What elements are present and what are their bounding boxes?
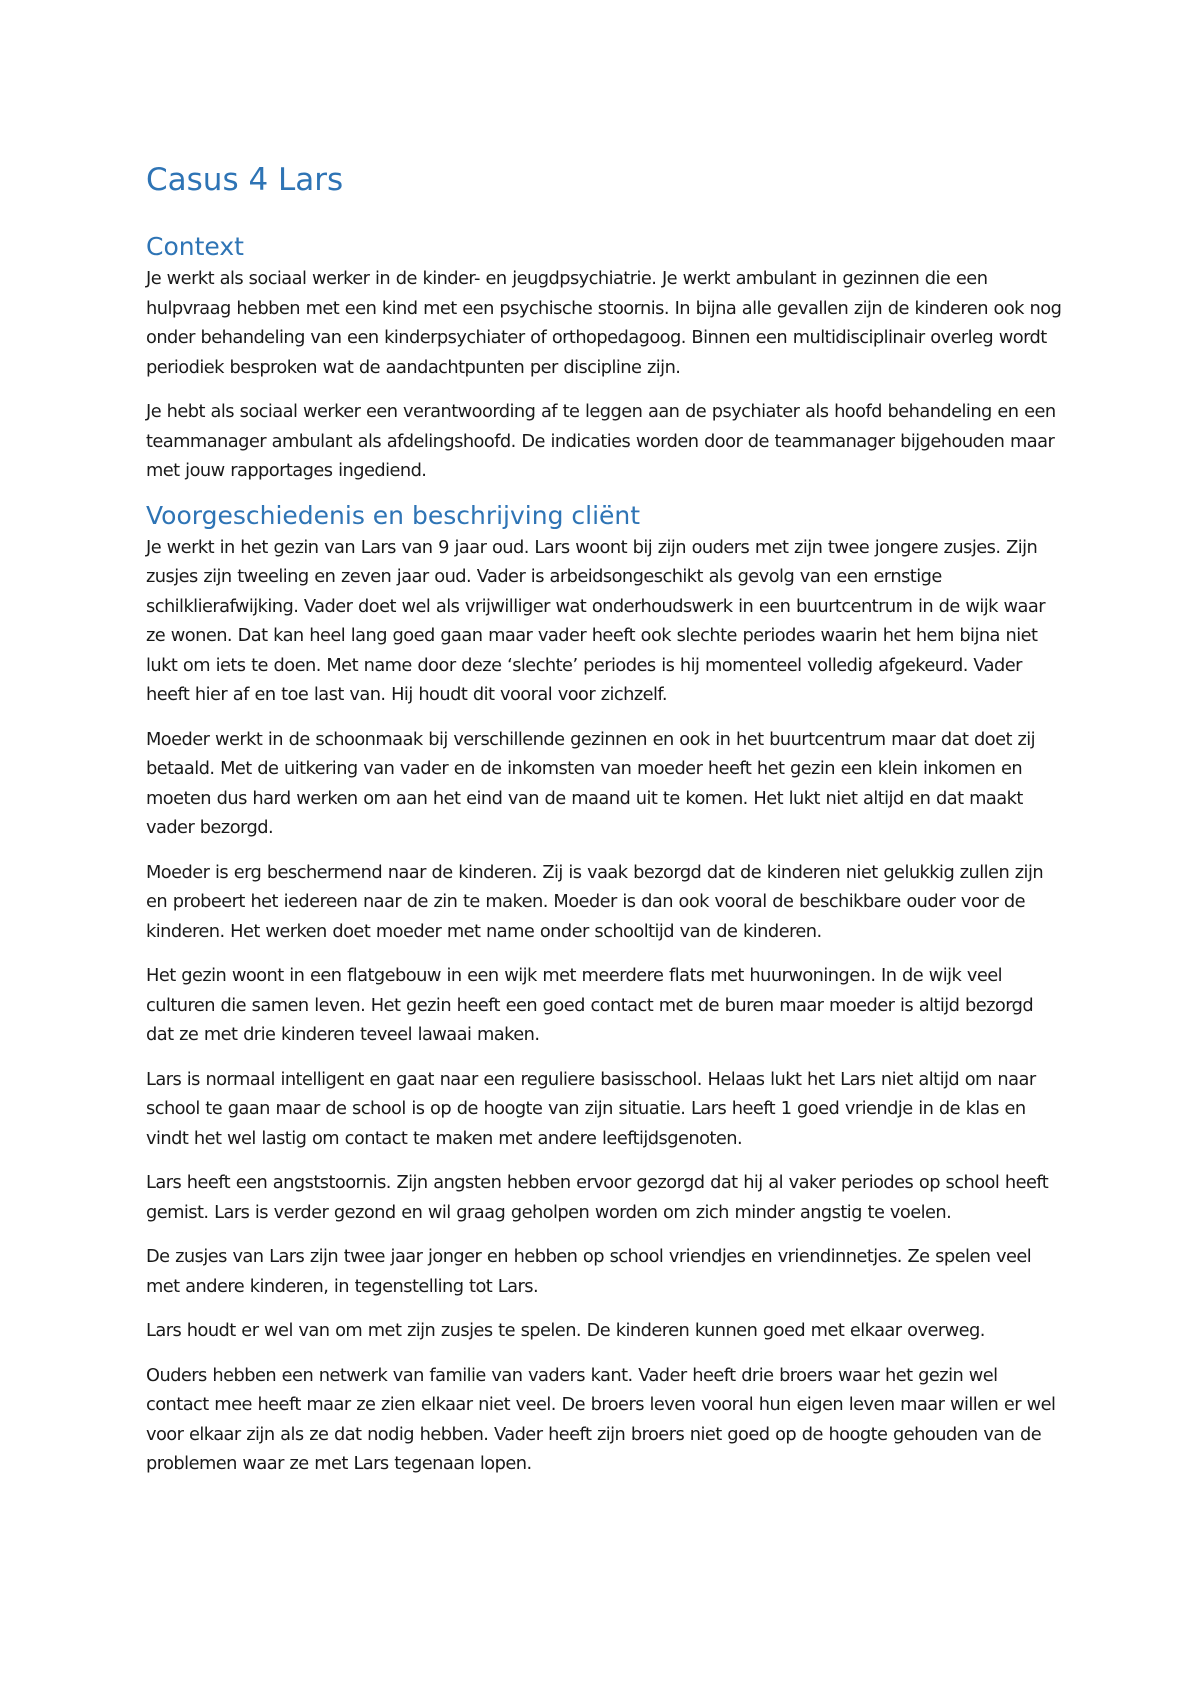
paragraph: Het gezin woont in een flatgebouw in een wijk met meerdere flats met huurwoningen. In de wijk veel culturen die samen leven. Het gezin heeft een goed contact met de buren maar moeder is altijd bezorgd dat ze met drie kinderen teveel lawaai maken. (146, 965, 1034, 1046)
paragraph: Lars heeft een angststoornis. Zijn angsten hebben ervoor gezorgd dat hij al vaker periodes op school heeft gemist. Lars is verder gezond en wil graag geholpen worden om zich minder angstig te voelen. (146, 1172, 1049, 1223)
section-context (146, 232, 1064, 486)
paragraph: Ouders hebben een netwerk van familie van vaders kant. Vader heeft drie broers waar het gezin wel contact mee heeft maar ze zien elkaar niet veel. De broers leven vooral hun eigen leven maar willen er wel voor elkaar zijn als ze dat nodig hebben. Vader heeft zijn broers niet goed op de hoogte gehouden van de problemen waar ze met Lars tegenaan lopen. (146, 1364, 1056, 1475)
paragraph: Lars houdt er wel van om met zijn zusjes te spelen. De kinderen kunnen goed met elkaar overweg. (146, 1320, 985, 1342)
document-page (146, 160, 1064, 1494)
paragraph: Je werkt in het gezin van Lars van 9 jaar oud. Lars woont bij zijn ouders met zijn twee jongere zusjes. Zijn zusjes zijn tweeling en zeven jaar oud. Vader is arbeidsongeschikt als gevolg van een ernstige schilklierafwijking. Vader doet wel als vrijwilliger wat onderhoudswerk in een buurtcentrum in de wijk waar ze wonen. Dat kan heel lang goed gaan maar vader heeft ook slechte periodes waarin het hem bijna niet lukt om iets te doen. Met name door deze ‘slechte’ periodes is hij momenteel volledig afgekeurd. Vader heeft hier af en toe last van. Hij houdt dit vooral voor zichzelf. (146, 536, 1045, 706)
paragraph: Moeder is erg beschermend naar de kinderen. Zij is vaak bezorgd dat de kinderen niet gelukkig zullen zijn en probeert het iedereen naar de zin te maken. Moeder is dan ook vooral de beschikbare ouder voor de kinderen. Het werken doet moeder met name onder schooltijd van de kinderen. (146, 861, 1044, 942)
section-voorgeschiedenis (146, 501, 1064, 1479)
document-title: Casus 4 Lars (146, 162, 344, 198)
paragraph: Je hebt als sociaal werker een verantwoording af te leggen aan de psychiater als hoofd behandeling en een teammanager ambulant als afdelingshoofd. De indicaties worden door de teammanager bijgehouden maar met jouw rapportages ingediend. (146, 401, 1056, 482)
section-heading-voorgeschiedenis: Voorgeschiedenis en beschrijving cliënt (146, 500, 641, 530)
section-heading-context: Context (146, 232, 244, 262)
paragraph: Je werkt als sociaal werker in de kinder- en jeugdpsychiatrie. Je werkt ambulant in gezinnen die een hulpvraag hebben met een kind met een psychische stoornis. In bijna alle gevallen zijn de kinderen ook nog onder behandeling van een kinderpsychiater of orthopedagoog. Binnen een multidisciplinair overleg wordt periodiek besproken wat de aandachtpunten per discipline zijn. (146, 268, 1062, 378)
paragraph: Lars is normaal intelligent en gaat naar een reguliere basisschool. Helaas lukt het Lars niet altijd om naar school te gaan maar de school is op de hoogte van zijn situatie. Lars heeft 1 goed vriendje in de klas en vindt het wel lastig om contact te maken met andere leeftijdsgenoten. (146, 1068, 1036, 1149)
paragraph: Moeder werkt in de schoonmaak bij verschillende gezinnen en ook in het buurtcentrum maar dat doet zij betaald. Met de uitkering van vader en de inkomsten van moeder heeft het gezin een klein inkomen en moeten dus hard werken om aan het eind van de maand uit te komen. Het lukt niet altijd en dat maakt vader bezorgd. (146, 728, 1036, 839)
paragraph: De zusjes van Lars zijn twee jaar jonger en hebben op school vriendjes en vriendinnetjes. Ze spelen veel met andere kinderen, in tegenstelling tot Lars. (146, 1246, 1032, 1297)
